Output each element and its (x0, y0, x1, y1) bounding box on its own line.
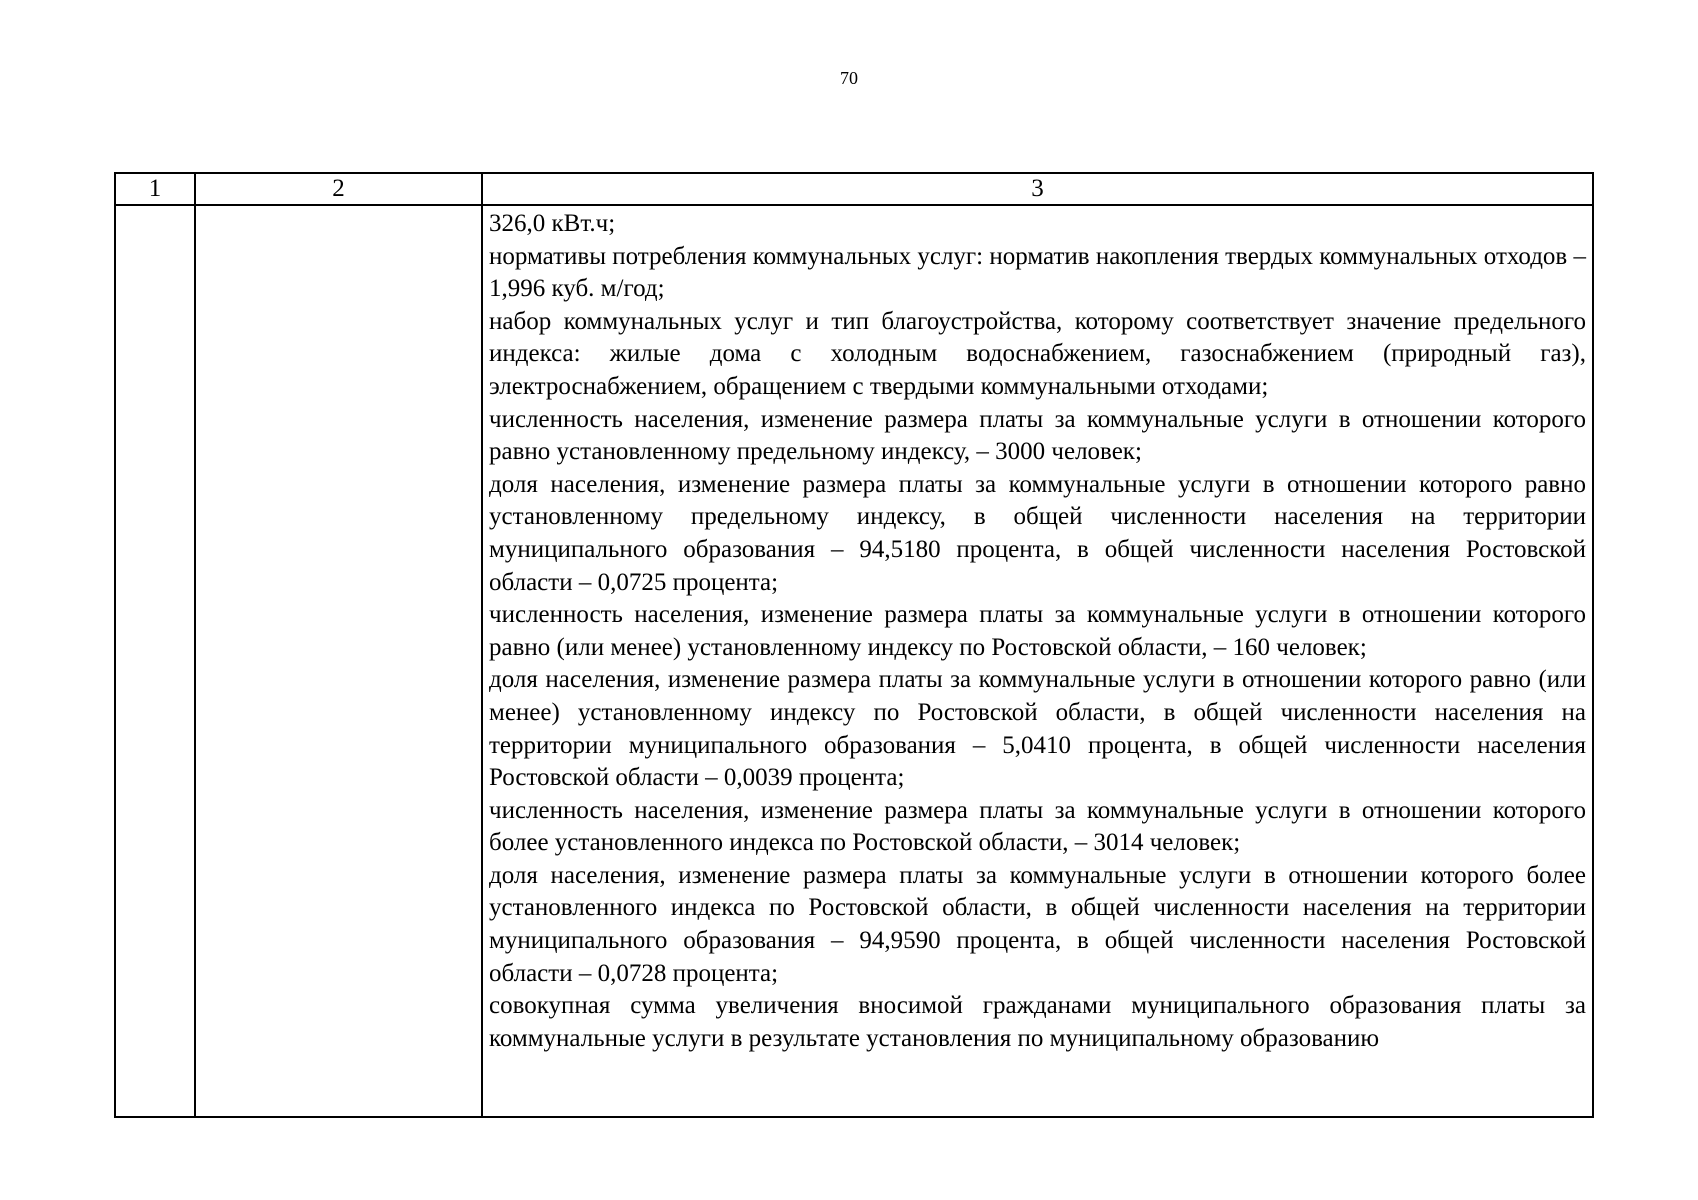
header-cell-1: 1 (115, 173, 195, 205)
paragraph: 326,0 кВт.ч; (489, 210, 616, 237)
paragraph: численность населения, изменение размера платы за коммунальные услуги в отношении которого равно (или менее) установленному индексу по Ростовской области, – 160 человек; (489, 601, 1586, 661)
table-header-row (115, 173, 1593, 205)
header-cell-3: 3 (482, 173, 1593, 205)
paragraph: численность населения, изменение размера платы за коммунальные услуги в отношении которого равно установленному предельному индексу, – 3000 человек; (489, 405, 1586, 466)
page-number: 70 (840, 68, 858, 88)
cell-col-3 (482, 205, 1593, 1117)
document-table (114, 172, 1594, 1118)
cell-content (483, 206, 1592, 1116)
paragraph: нормативы потребления коммунальных услуг: норматив накопления твердых коммунальных отходов – 1,996 куб. м/год; (489, 242, 1586, 303)
paragraph: численность населения, изменение размера платы за коммунальные услуги в отношении которого более установленного индекса по Ростовской области, – 3014 человек; (489, 796, 1586, 857)
paragraph: совокупная сумма увеличения вносимой гражданами муниципального образования платы за коммунальные услуги в результате установления по муниципальному образованию (489, 992, 1586, 1052)
paragraph: доля населения, изменение размера платы за коммунальные услуги в отношении которого более установленного индекса по Ростовской области, в общей численности населения на территории муниципального образования – 94,9590 процента, в общей численности населения Ростовской области – 0,0728 процента; (489, 861, 1586, 987)
cell-col-1 (115, 205, 195, 1117)
table-row (115, 205, 1593, 1117)
paragraph: доля населения, изменение размера платы за коммунальные услуги в отношении которого равно установленному предельному индексу, в общей численности населения на территории муниципального образования – 94,5180 процента, в общей численности населения Ростовской области – 0,0725 процента; (489, 470, 1586, 596)
paragraph: набор коммунальных услуг и тип благоустройства, которому соответствует значение предельного индекса: жилые дома с холодным водоснабжением, газоснабжением (природный газ), электроснабжением, обращением с твердыми коммунальными отходами; (489, 307, 1586, 400)
cell-col-2 (195, 205, 482, 1117)
header-cell-2: 2 (195, 173, 482, 205)
paragraph: доля населения, изменение размера платы за коммунальные услуги в отношении которого равно (или менее) установленному индексу по Ростовской области, в общей численности населения на территории муниципального образования – 5,0410 процента, в общей численности населения Ростовской области – 0,0039 процента; (489, 666, 1586, 792)
